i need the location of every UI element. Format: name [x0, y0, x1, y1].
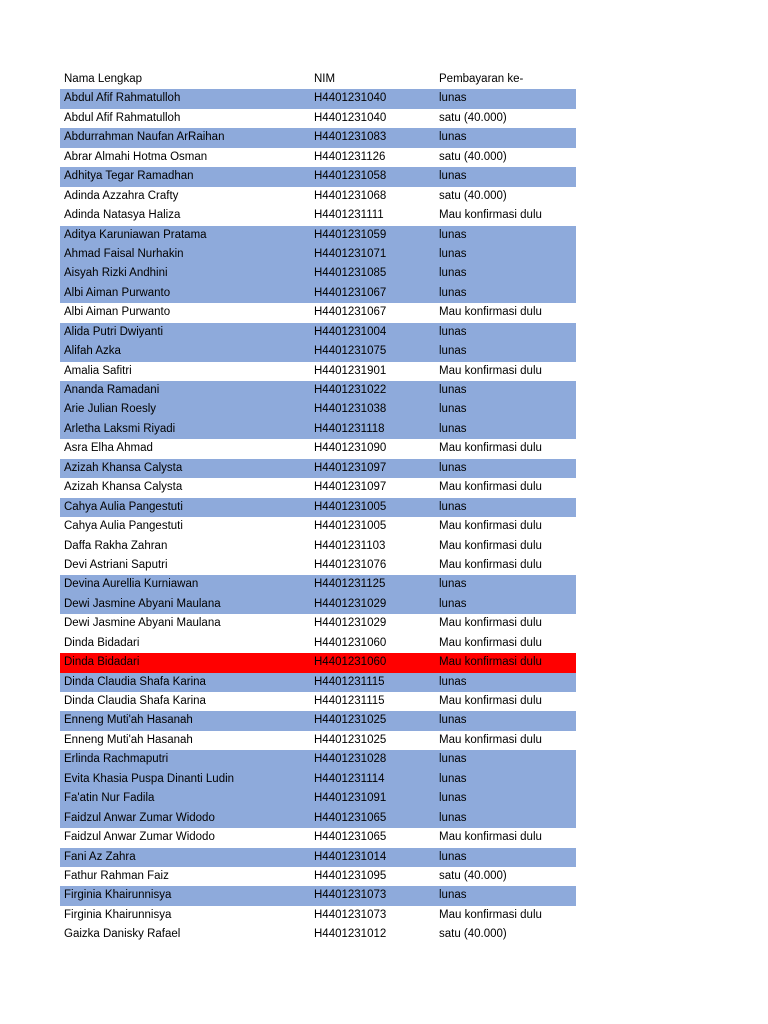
table-row[interactable] [60, 400, 576, 419]
cell-nim[interactable]: H4401231067 [314, 306, 387, 319]
table-row[interactable] [60, 323, 576, 342]
cell-nim[interactable]: H4401231125 [314, 578, 386, 591]
column-header-payment[interactable]: Pembayaran ke- [439, 73, 524, 85]
cell-nim[interactable]: H4401231060 [314, 636, 387, 649]
cell-nim[interactable]: H4401231022 [314, 384, 387, 396]
cell-payment[interactable]: Mau konfirmasi dulu [439, 442, 542, 455]
cell-name[interactable]: Faidzul Anwar Zumar Widodo [64, 831, 215, 844]
cell-name[interactable]: Aditya Karuniawan Pratama [64, 228, 207, 241]
cell-nim[interactable]: H4401231097 [314, 461, 387, 474]
table-header-row [60, 70, 576, 89]
cell-name[interactable]: Gaizka Danisky Rafael [64, 928, 181, 941]
cell-nim[interactable]: H4401231103 [314, 539, 386, 552]
cell-nim[interactable]: H4401231067 [314, 286, 387, 299]
cell-name[interactable]: Amalia Safitri [64, 364, 132, 377]
cell-payment[interactable]: Mau konfirmasi dulu [439, 520, 542, 533]
cell-name[interactable]: Albi Aiman Purwanto [64, 306, 171, 319]
cell-payment[interactable]: lunas [439, 578, 467, 591]
cell-name[interactable]: Azizah Khansa Calysta [64, 481, 183, 494]
cell-payment[interactable]: Mau konfirmasi dulu [439, 209, 542, 222]
cell-nim[interactable]: H4401231118 [314, 422, 385, 435]
cell-name[interactable]: Arletha Laksmi Riyadi [64, 422, 176, 435]
cell-name[interactable]: Abdul Afif Rahmatulloh [64, 111, 181, 124]
cell-name[interactable]: Aisyah Rizki Andhini [64, 267, 168, 280]
table-row[interactable] [60, 750, 576, 769]
table-row[interactable] [60, 886, 576, 905]
cell-payment[interactable]: lunas [439, 772, 467, 785]
cell-payment[interactable]: lunas [439, 500, 467, 513]
table-row[interactable] [60, 556, 576, 575]
cell-name[interactable]: Faidzul Anwar Zumar Widodo [64, 811, 215, 824]
cell-payment[interactable]: Mau konfirmasi dulu [439, 617, 542, 630]
cell-payment[interactable]: Mau konfirmasi dulu [439, 831, 542, 844]
cell-payment[interactable]: satu (40.000) [439, 869, 507, 882]
cell-nim[interactable]: H4401231029 [314, 597, 387, 610]
cell-name[interactable]: Dinda Bidadari [64, 636, 140, 649]
table-row[interactable] [60, 653, 576, 672]
cell-payment[interactable]: Mau konfirmasi dulu [439, 733, 542, 746]
cell-payment[interactable]: lunas [439, 170, 467, 183]
cell-name[interactable]: Albi Aiman Purwanto [64, 286, 171, 299]
table-row[interactable] [60, 634, 576, 653]
column-header-nim[interactable]: NIM [314, 73, 336, 85]
cell-name[interactable]: Daffa Rakha Zahran [64, 539, 168, 552]
cell-payment[interactable]: lunas [439, 850, 467, 863]
cell-name[interactable]: Firginia Khairunnisya [64, 889, 172, 902]
cell-name[interactable]: Ahmad Faisal Nurhakin [64, 247, 184, 260]
cell-name[interactable]: Alida Putri Dwiyanti [64, 325, 164, 338]
cell-nim[interactable]: H4401231076 [314, 558, 387, 571]
cell-nim[interactable]: H4401231071 [314, 247, 387, 260]
table-row[interactable] [60, 828, 576, 847]
cell-name[interactable]: Dewi Jasmine Abyani Maulana [64, 617, 221, 630]
cell-payment[interactable]: lunas [439, 384, 467, 396]
table-row[interactable] [60, 284, 576, 303]
table-row[interactable] [60, 206, 576, 225]
cell-payment[interactable]: Mau konfirmasi dulu [439, 695, 542, 707]
cell-payment[interactable]: lunas [439, 403, 467, 416]
cell-payment[interactable]: lunas [439, 92, 467, 105]
cell-nim[interactable]: H4401231090 [314, 442, 387, 455]
cell-name[interactable]: Abdurrahman Naufan ArRaihan [64, 131, 225, 144]
table-row[interactable] [60, 848, 576, 867]
cell-name[interactable]: Azizah Khansa Calysta [64, 461, 183, 474]
cell-name[interactable]: Asra Elha Ahmad [64, 442, 153, 455]
cell-name[interactable]: Fani Az Zahra [64, 850, 136, 863]
table-row[interactable] [60, 264, 576, 283]
cell-nim[interactable]: H4401231065 [314, 811, 387, 824]
cell-nim[interactable]: H4401231068 [314, 189, 387, 202]
cell-name[interactable]: Adinda Natasya Haliza [64, 209, 181, 222]
table-row[interactable] [60, 342, 576, 361]
table-row[interactable] [60, 148, 576, 167]
column-header-name[interactable]: Nama Lengkap [64, 73, 142, 85]
cell-nim[interactable]: H4401231028 [314, 753, 387, 766]
cell-payment[interactable]: Mau konfirmasi dulu [439, 558, 542, 571]
table-row[interactable] [60, 614, 576, 633]
cell-name[interactable]: Dinda Claudia Shafa Karina [64, 695, 206, 707]
cell-payment[interactable]: lunas [439, 131, 467, 144]
cell-name[interactable]: Abrar Almahi Hotma Osman [64, 150, 208, 163]
cell-nim[interactable]: H4401231005 [314, 500, 387, 513]
table-row[interactable] [60, 906, 576, 925]
cell-nim[interactable]: H4401231097 [314, 481, 387, 494]
cell-nim[interactable]: H4401231073 [314, 889, 387, 902]
cell-name[interactable]: Alifah Azka [64, 345, 121, 358]
cell-name[interactable]: Adinda Azzahra Crafty [64, 189, 179, 202]
table-row[interactable] [60, 711, 576, 730]
cell-payment[interactable]: satu (40.000) [439, 928, 507, 941]
cell-name[interactable]: Devi Astriani Saputri [64, 558, 168, 571]
table-row[interactable] [60, 517, 576, 536]
cell-nim[interactable]: H4401231059 [314, 228, 387, 241]
table-row[interactable] [60, 226, 576, 245]
cell-nim[interactable]: H4401231012 [314, 928, 387, 941]
cell-payment[interactable]: lunas [439, 811, 467, 824]
cell-payment[interactable]: Mau konfirmasi dulu [439, 306, 542, 319]
cell-payment[interactable]: lunas [439, 753, 467, 766]
cell-nim[interactable]: H4401231060 [314, 656, 387, 669]
table-body [60, 89, 576, 944]
cell-name[interactable]: Evita Khasia Puspa Dinanti Ludin [64, 772, 235, 785]
cell-name[interactable]: Ananda Ramadani [64, 384, 160, 396]
cell-payment[interactable]: lunas [439, 247, 467, 260]
table-row[interactable] [60, 439, 576, 458]
table-row[interactable] [60, 420, 576, 439]
cell-payment[interactable]: satu (40.000) [439, 189, 507, 202]
cell-payment[interactable]: lunas [439, 889, 467, 902]
cell-nim[interactable]: H4401231115 [314, 675, 385, 688]
table-row[interactable] [60, 381, 576, 400]
spreadsheet-table [60, 70, 576, 945]
table-row[interactable] [60, 537, 576, 556]
table-row[interactable] [60, 459, 576, 478]
cell-payment[interactable]: Mau konfirmasi dulu [439, 364, 542, 377]
cell-payment[interactable]: lunas [439, 422, 467, 435]
cell-name[interactable]: Fathur Rahman Faiz [64, 869, 169, 882]
cell-nim[interactable]: H4401231029 [314, 617, 387, 630]
cell-nim[interactable]: H4401231005 [314, 520, 387, 533]
cell-nim[interactable]: H4401231115 [314, 695, 385, 707]
cell-nim[interactable]: H4401231058 [314, 170, 387, 183]
cell-name[interactable]: Dinda Claudia Shafa Karina [64, 675, 206, 688]
cell-payment[interactable]: lunas [439, 597, 467, 610]
cell-name[interactable]: Enneng Muti'ah Hasanah [64, 714, 193, 727]
cell-nim[interactable]: H4401231075 [314, 345, 387, 358]
table-row[interactable] [60, 89, 576, 108]
table-row[interactable] [60, 789, 576, 808]
cell-payment[interactable]: lunas [439, 286, 467, 299]
cell-payment[interactable]: lunas [439, 228, 467, 241]
table-row[interactable] [60, 867, 576, 886]
table-row[interactable] [60, 167, 576, 186]
cell-nim[interactable]: H4401231114 [314, 772, 385, 785]
cell-nim[interactable]: H4401231083 [314, 131, 387, 144]
table-row[interactable] [60, 595, 576, 614]
cell-name[interactable]: Erlinda Rachmaputri [64, 753, 169, 766]
cell-name[interactable]: Cahya Aulia Pangestuti [64, 500, 183, 513]
cell-nim[interactable]: H4401231004 [314, 325, 387, 338]
cell-payment[interactable]: Mau konfirmasi dulu [439, 636, 542, 649]
cell-name[interactable]: Cahya Aulia Pangestuti [64, 520, 183, 533]
cell-name[interactable]: Fa'atin Nur Fadila [64, 792, 155, 805]
cell-payment[interactable]: Mau konfirmasi dulu [439, 908, 542, 921]
cell-payment[interactable]: satu (40.000) [439, 111, 507, 124]
table-row[interactable] [60, 770, 576, 789]
table-row[interactable] [60, 362, 576, 381]
cell-nim[interactable]: H4401231901 [314, 364, 387, 377]
cell-nim[interactable]: H4401231085 [314, 267, 387, 280]
cell-name[interactable]: Arie Julian Roesly [64, 403, 157, 416]
cell-payment[interactable]: lunas [439, 714, 467, 727]
table-row[interactable] [60, 245, 576, 264]
cell-name[interactable]: Enneng Muti'ah Hasanah [64, 733, 193, 746]
table-row[interactable] [60, 498, 576, 517]
table-row[interactable] [60, 575, 576, 594]
cell-name[interactable]: Dinda Bidadari [64, 656, 140, 669]
cell-payment[interactable]: lunas [439, 345, 467, 358]
cell-nim[interactable]: H4401231038 [314, 403, 387, 416]
table-row[interactable] [60, 925, 576, 944]
cell-nim[interactable]: H4401231040 [314, 92, 387, 105]
cell-name[interactable]: Abdul Afif Rahmatulloh [64, 92, 181, 105]
cell-nim[interactable]: H4401231126 [314, 150, 386, 163]
cell-nim[interactable]: H4401231091 [314, 792, 387, 805]
cell-nim[interactable]: H4401231111 [314, 209, 384, 222]
cell-nim[interactable]: H4401231014 [314, 850, 387, 863]
cell-payment[interactable]: Mau konfirmasi dulu [439, 539, 542, 552]
cell-nim[interactable]: H4401231073 [314, 908, 387, 921]
table-row[interactable] [60, 809, 576, 828]
cell-name[interactable]: Devina Aurellia Kurniawan [64, 578, 199, 591]
table-row[interactable] [60, 692, 576, 711]
table-row[interactable] [60, 303, 576, 322]
cell-payment[interactable]: lunas [439, 267, 467, 280]
cell-payment[interactable]: satu (40.000) [439, 150, 507, 163]
table-row[interactable] [60, 673, 576, 692]
cell-payment[interactable]: lunas [439, 461, 467, 474]
table-row[interactable] [60, 731, 576, 750]
table-row[interactable] [60, 478, 576, 497]
cell-payment[interactable]: lunas [439, 675, 467, 688]
cell-payment[interactable]: Mau konfirmasi dulu [439, 656, 542, 669]
cell-name[interactable]: Dewi Jasmine Abyani Maulana [64, 597, 221, 610]
cell-name[interactable]: Adhitya Tegar Ramadhan [64, 170, 194, 183]
cell-payment[interactable]: lunas [439, 325, 467, 338]
table-row[interactable] [60, 187, 576, 206]
cell-name[interactable]: Firginia Khairunnisya [64, 908, 172, 921]
cell-payment[interactable]: Mau konfirmasi dulu [439, 481, 542, 494]
cell-nim[interactable]: H4401231065 [314, 831, 387, 844]
cell-payment[interactable]: lunas [439, 792, 467, 805]
table-row[interactable] [60, 109, 576, 128]
cell-nim[interactable]: H4401231025 [314, 733, 387, 746]
cell-nim[interactable]: H4401231025 [314, 714, 387, 727]
cell-nim[interactable]: H4401231095 [314, 869, 387, 882]
table-row[interactable] [60, 128, 576, 147]
cell-nim[interactable]: H4401231040 [314, 111, 387, 124]
